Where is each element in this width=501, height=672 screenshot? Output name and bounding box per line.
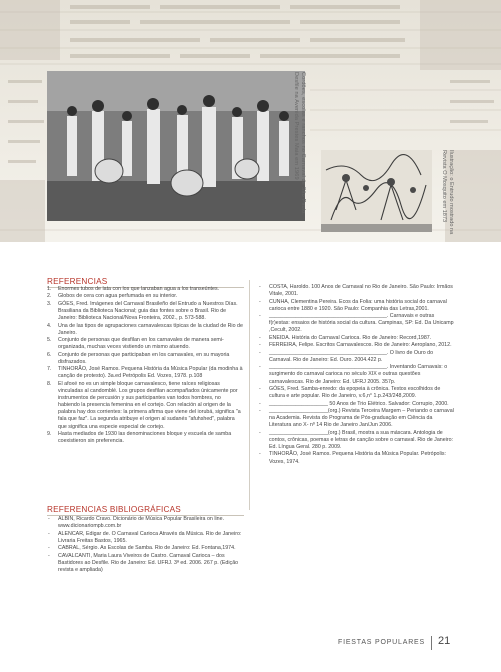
page-number: 21 [438, 635, 451, 647]
entrudo-illustration [321, 150, 432, 232]
column-divider [249, 280, 250, 510]
footer-separator [431, 636, 432, 650]
bibliography-left-column [47, 516, 244, 574]
bibliography-entry: - ________________________________________. O livro de Ouro do Carnaval. Rio de Janeiro: Ed. Ouro. 2004.422 p. [259, 349, 434, 363]
bibliography-entry: - ENEIDA. História do Carnaval Carioca. Rio de Janeiro: Record,1987. [259, 334, 432, 341]
bibliography-entry: - ________________________________________. Carnavais e outras f(r)estas: ensaios de história social da cultura. Campinas, SP: Ed. Da Unicamp ,Cecult, 2002. [259, 313, 454, 334]
header-collage [0, 0, 501, 242]
bibliography-right-column [258, 284, 454, 466]
bibliography-entry: - ALBIN, Ricardo Cravo. Dicionário de Música Popular Brasileira on line. www.dicionariompb.com.br [48, 516, 225, 530]
notes-list [47, 286, 244, 445]
photo-main-caption: Cordões, escolas e ranchos no Carnaval de São Paulo. Desfile na Avenida Prestes Maia em 1969 [293, 72, 306, 215]
page-footer [0, 632, 501, 652]
note-item: 9. Hasta mediados de 1930 las denominaciones bloque y escuela de samba coexistieron sin preferencia. [47, 431, 232, 445]
note-item: 2. Globos de cera con agua perfumada en su interior. [47, 293, 178, 300]
bibliography-entry: - ALENCAR, Edigar de. O Carnaval Carioca Através da Música. Rio de Janeiro: Livraria Freitas Bastos, 1965. [48, 530, 242, 544]
bibliography-entry: - ____________________ 50 Anos de Trio Elétrico. Salvador: Corrupio, 2000. [259, 400, 449, 407]
photo-small-caption: Ilustração: o Entrudo mostrado na Revista O Mosquito em 1873 [441, 150, 454, 235]
note-item: 1. Enormes tubos de lata con los que lanzaban agua a los transeúntes. [47, 286, 220, 292]
note-item: 7. TINHORÃO, José Ramos. Pequena História da Música Popular (da modinha à canção de protesto). 3a.ed Petrópolis Ed. Vozes, 1978. p.108 [47, 366, 243, 380]
note-item: 4. Una de las tipos de agrupaciones carnavalescas típicas de la ciudad de Rio de Janeiro. [47, 322, 243, 336]
bibliography-list-left [47, 516, 244, 574]
note-item: 5. Conjunto de personas que desfilan en los carnavales de manera semi-organizada, muchas veces vistiendo un mismo atuendo. [47, 337, 224, 351]
bibliography-entry: - CABRAL, Sérgio. As Escolas de Samba. Rio de Janeiro: Ed. Fontana,1974. [48, 545, 236, 552]
notes-section-title: REFERENCIAS [47, 277, 244, 288]
bibliography-entry: - TINHORÃO, José Ramos. Pequena História da Música Popular. Petrópolis: Vozes, 1974. [259, 451, 446, 465]
footer-section-label: FIESTAS POPULARES [338, 639, 425, 646]
bibliography-entry: - CUNHA, Clementina Pereira. Ecos da Folia: uma história social do carnaval carioca entre 1880 e 1920. São Paulo: Companhia das Letras,2001. [259, 298, 447, 312]
bibliography-entry: - ____________________(org.) Revista Terceira Margem – Periando o carnaval na Academia. Revista do Programa de Pós-graduação em Ciência da Literatura ano X- nº 14 Rio de Janeiro Jan/Jun 2006. [259, 408, 454, 429]
bibliography-entry: - GÓES, Fred. Samba-enredo: da epopeia à crônica. Textos escolhidos de cultura e arte popular. Rio de Janeiro, v.6,n° 1.p.243/248,2009. [259, 386, 441, 400]
carnival-parade-photo [47, 71, 305, 221]
bibliography-entry: - FERREIRA, Felipe. Escritos Carnavalescos. Rio de Janeiro: Aeroplano, 2012. [259, 342, 452, 349]
note-item: 6. Conjunto de personas que participaban en los carnavales, en su mayoria disfrazados. [47, 351, 230, 365]
bibliography-entry: - CAVALCANTI, Maria Laura Viveiros de Castro. Carnaval Carioca – dos Bastidores ao Desfile. Rio de Janeiro: Ed. UFRJ. 3ª ed. 2006. 267 p. (Edição revista e ampliada) [48, 552, 239, 573]
bibliography-entry: - COSTA, Haroldo. 100 Anos de Carnaval no Rio de Janeiro. São Paulo: Irmãos Vitale, 2001. [259, 284, 453, 298]
bibliography-entry: - ________________________________________. Inventando Carnavais: o surgimento do carnaval carioca no século XIX e outras questões carnavalescas. Rio de Janeiro: Ed. UFRJ 2005. 357p. [259, 364, 448, 385]
note-item: 8. El afoxé no es un simple bloque carnavalesco, tiene raíces religiosas vinculadas al candomblé. Los grupos desfilan acompañados únicamente por instrumentos de percusión y sus participantes van todos hombres, no habiendo la presencia femenina en el cortejo. Con relación al origen de la palabra hay dos corrientes: la primera afirma que viene del iorubá, significa "a fala que faz". La segunda atribuye el origen al sudanés "afuhshed", palabra que significa una especie especial de cortejo. [47, 380, 241, 430]
bibliography-section-title: REFERENCIAS BIBLIOGRÁFICAS [47, 505, 244, 516]
bibliography-list-right [258, 284, 454, 466]
note-item: 3. GÓES, Fred. Imágenes del Carnaval Brasileño del Entrudo a Nuestros Días. Brasiliana da Biblioteca Nacional; guia das fontes sobre o Brasil. Rio de Janeiro: Biblioteca Nacional/Nova Fronteira, 2002., p. 573-588. [47, 300, 238, 322]
bibliography-entry: - ____________________(org.) Brasil, mostra a sua máscara. Antologia de contos, crônicas, poemas e letras de canção sobre o carnaval. Rio de Janeiro: Ed. Língua Geral. 280 p. 2009. [259, 429, 454, 450]
notes-column [47, 286, 244, 446]
